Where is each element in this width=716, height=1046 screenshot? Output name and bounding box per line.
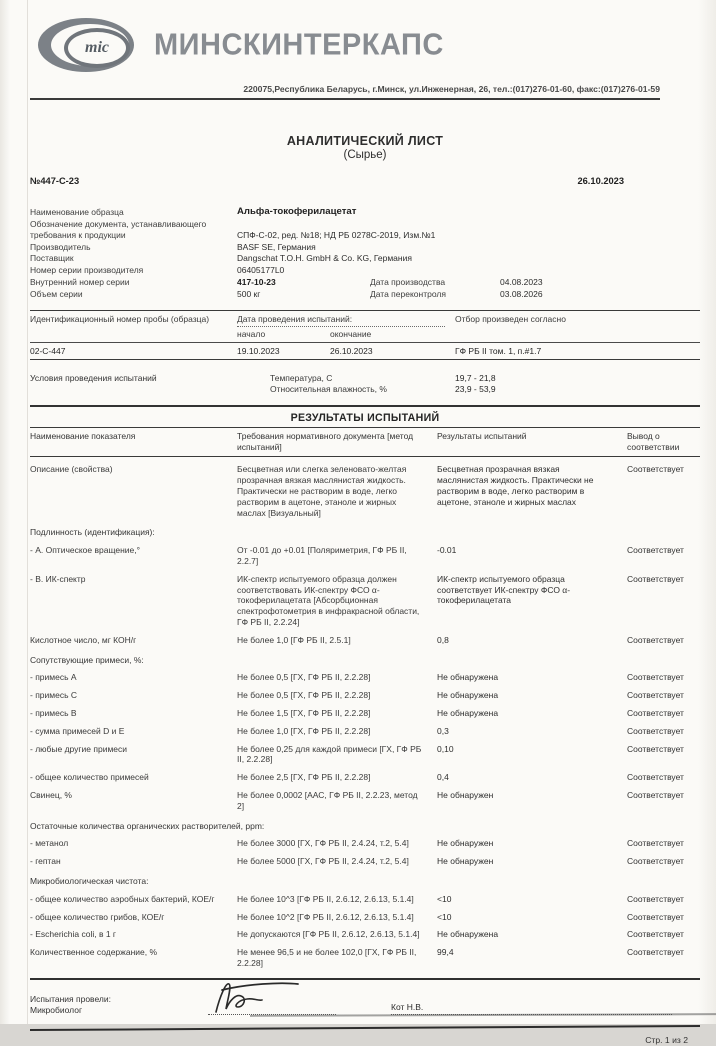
- result-row: [30, 772, 700, 783]
- result-requirement: Бесцветная или слегка зеленовато-желтая прозрачная вязкая маслянистая жидкость. Практически не растворим в воде, легко растворим в ацетоне, этаноле и жирных маслах [Визуальный]: [237, 464, 407, 518]
- page-number: Стр. 1 из 2: [645, 1035, 688, 1046]
- result-row: [30, 574, 700, 628]
- result-value: <10: [437, 893, 452, 904]
- result-requirement: Не более 5000 [ГХ, ГФ РБ II, 2.4.24, т.2, 5.4]: [237, 856, 409, 867]
- result-value: 0,10: [437, 743, 454, 754]
- signature-block: [30, 994, 700, 1016]
- examiner-name: Кот Н.В.: [391, 1002, 672, 1016]
- result-requirement: Не допускаются [ГФ РБ II, 2.6.12, 2.6.13, 5.1.4]: [237, 929, 420, 940]
- result-requirement: Не менее 96,5 и не более 102,0 [ГХ, ГФ РБ II, 2.2.28]: [237, 947, 417, 968]
- result-conclusion: Соответствует: [627, 707, 684, 718]
- condition-value: 23,9 - 53,9: [455, 384, 496, 395]
- footer-rule: [30, 1025, 700, 1031]
- id-start-label: начало: [237, 329, 266, 340]
- result-row: [30, 838, 700, 849]
- result-conclusion: Соответствует: [627, 947, 684, 958]
- result-value: Не обнаружен: [437, 838, 494, 849]
- result-value: -0.01: [437, 545, 457, 556]
- result-name: - метанол: [30, 838, 69, 849]
- results-table-header: [30, 427, 700, 458]
- result-value: <10: [437, 911, 452, 922]
- sample-info-row: [30, 253, 700, 264]
- sample-info-row: [30, 219, 700, 241]
- performed-by-label: Испытания провели:: [30, 993, 111, 1004]
- results-section-heading: Сопутствующие примеси, %:: [30, 654, 144, 665]
- conditions-label: Условия проведения испытаний: [30, 373, 157, 384]
- info-label: Производитель: [30, 241, 91, 252]
- logo-monogram: mic: [64, 28, 130, 68]
- results-end-rule: [30, 978, 700, 980]
- result-name: - примесь А: [30, 672, 77, 683]
- info-label: Наименование образца: [30, 207, 124, 218]
- company-name: МИНСКИНТЕРКАПС: [154, 27, 444, 62]
- address-rule: [30, 84, 660, 100]
- result-conclusion: Соответствует: [627, 893, 684, 904]
- result-name: Кислотное число, мг КОН/г: [30, 634, 137, 645]
- result-conclusion: Соответствует: [627, 911, 684, 922]
- sample-info-block: [30, 207, 700, 299]
- result-row: [30, 894, 700, 905]
- info-value: 04.08.2023: [500, 276, 543, 287]
- result-value: Не обнаружена: [437, 690, 499, 701]
- id-dates-header: Дата проведения испытаний:: [237, 314, 445, 328]
- results-section-heading: Остаточные количества органических растворителей, ppm:: [30, 820, 265, 831]
- info-label: Объем серии: [30, 288, 83, 299]
- sample-info-row: [30, 207, 700, 218]
- test-start-date: 19.10.2023: [237, 345, 280, 356]
- info-value: 06405177L0: [237, 265, 285, 276]
- results-col-name: Наименование показателя: [30, 430, 136, 441]
- result-requirement: Не более 1,5 [ГХ, ГФ РБ II, 2.2.28]: [237, 707, 371, 718]
- result-name: Свинец, %: [30, 789, 72, 800]
- result-value: Не обнаружен: [437, 856, 494, 867]
- result-name: - А. Оптическое вращение,°: [30, 545, 141, 556]
- id-col1-header: Идентификационный номер пробы (образца): [30, 313, 210, 324]
- info-value: СПФ-С-02, ред. №18; НД РБ 0278С-2019, Изм.№1: [237, 229, 436, 240]
- result-value: 0,8: [437, 634, 449, 645]
- result-requirement: Не более 1,0 [ГФ РБ II, 2.5.1]: [237, 634, 351, 645]
- result-row: [30, 856, 700, 867]
- result-row: [30, 672, 700, 683]
- results-section-heading: Подлинность (идентификация):: [30, 527, 155, 538]
- doc-number: №447-С-23: [30, 176, 80, 187]
- result-requirement: Не более 0,5 [ГХ, ГФ РБ II, 2.2.28]: [237, 672, 371, 683]
- sample-info-row: [30, 289, 700, 300]
- identification-table: [30, 310, 700, 361]
- test-end-date: 26.10.2023: [330, 345, 373, 356]
- result-requirement: Не более 0,0002 [ААС, ГФ РБ II, 2.2.23, метод 2]: [237, 789, 418, 811]
- result-value: 0,4: [437, 772, 449, 783]
- info-value: Dangschat T.O.H. GmbH & Co. KG, Германия: [237, 253, 412, 264]
- info-label: Обозначение документа, устанавливающего требования к продукции: [30, 218, 207, 240]
- info-label: Дата производства: [370, 276, 446, 287]
- mic-logo-icon: [38, 18, 134, 72]
- result-requirement: Не более 10^3 [ГФ РБ II, 2.6.12, 2.6.13, 5.1.4]: [237, 893, 414, 904]
- info-value: Альфа-токоферилацетат: [237, 206, 357, 218]
- sampling-reference: ГФ РБ II том. 1, п.#1.7: [455, 345, 542, 356]
- result-row: [30, 545, 700, 567]
- result-conclusion: Соответствует: [627, 725, 684, 736]
- result-name: - любые другие примеси: [30, 743, 128, 754]
- result-conclusion: Соответствует: [627, 929, 684, 940]
- result-name: Описание (свойства): [30, 464, 113, 475]
- result-value: Не обнаружена: [437, 707, 499, 718]
- condition-param: Относительная влажность, %: [270, 384, 387, 395]
- info-label: Внутренний номер серии: [30, 276, 130, 287]
- result-value: Бесцветная прозрачная вязкая маслянистая жидкость. Практически не растворим в воде, легко растворим в ацетоне, этаноле и жирных маслах: [437, 464, 594, 507]
- company-address: 220075,Республика Беларусь, г.Минск, ул.Инженерная, 26, тел.:(017)276-01-60, факс:(017)276-01-59: [243, 84, 660, 94]
- condition-value: 19,7 - 21,8: [455, 373, 496, 384]
- results-title: РЕЗУЛЬТАТЫ ИСПЫТАНИЙ: [290, 412, 440, 425]
- result-row: [30, 690, 700, 701]
- result-value: Не обнаружен: [437, 789, 494, 800]
- result-requirement: Не более 10^2 [ГФ РБ II, 2.6.12, 2.6.13, 5.1.4]: [237, 911, 414, 922]
- doc-title: АНАЛИТИЧЕСКИЙ ЛИСТ: [286, 133, 444, 148]
- sample-info-row: [30, 277, 700, 288]
- result-conclusion: Соответствует: [627, 464, 684, 475]
- results-section-heading: Микробиологическая чистота:: [30, 875, 149, 886]
- result-row: [30, 726, 700, 737]
- result-conclusion: Соответствует: [627, 690, 684, 701]
- result-requirement: Не более 0,5 [ГХ, ГФ РБ II, 2.2.28]: [237, 690, 371, 701]
- doc-subtitle: (Сырье): [343, 148, 387, 161]
- result-requirement: Не более 3000 [ГХ, ГФ РБ II, 2.4.24, т.2, 5.4]: [237, 838, 409, 849]
- result-conclusion: Соответствует: [627, 743, 684, 754]
- info-label: Поставщик: [30, 253, 74, 264]
- result-value: ИК-спектр испытуемого образца соответствует ИК-спектру ФСО α-токоферилацетата: [437, 573, 571, 606]
- result-value: 99,4: [437, 947, 454, 958]
- condition-param: Температура, С: [270, 373, 333, 384]
- result-value: Не обнаружена: [437, 929, 499, 940]
- letterhead: [38, 0, 700, 72]
- result-requirement: Не более 2,5 [ГХ, ГФ РБ II, 2.2.28]: [237, 772, 371, 783]
- result-row: [30, 464, 700, 518]
- info-label: Дата переконтроля: [370, 288, 446, 299]
- result-name: - общее количество грибов, КОЕ/г: [30, 911, 165, 922]
- result-row: [30, 744, 700, 766]
- result-row: [30, 708, 700, 719]
- info-value: 500 кг: [237, 288, 261, 299]
- result-row: [30, 947, 700, 969]
- result-requirement: ИК-спектр испытуемого образца должен соответствовать ИК-спектру ФСО α-токоферилацетата [Абсорбционная спектрофотометрия в инфракрасной области, ГФ РБ II, 2.2.24]: [237, 573, 420, 627]
- info-value: 03.08.2026: [500, 288, 543, 299]
- info-label: Номер серии производителя: [30, 265, 144, 276]
- sample-info-row: [30, 242, 700, 253]
- result-name: - общее количество примесей: [30, 772, 149, 783]
- result-name: - В. ИК-спектр: [30, 573, 86, 584]
- result-row: [30, 912, 700, 923]
- result-conclusion: Соответствует: [627, 772, 684, 783]
- result-requirement: Не более 1,0 [ГХ, ГФ РБ II, 2.2.28]: [237, 725, 371, 736]
- sample-id: 02-С-447: [30, 345, 66, 356]
- doc-date: 26.10.2023: [577, 176, 624, 187]
- result-name: Количественное содержание, %: [30, 947, 158, 958]
- test-conditions: [30, 373, 700, 407]
- results-col-result: Результаты испытаний: [437, 430, 527, 441]
- result-row: [30, 790, 700, 812]
- result-requirement: От -0.01 до +0.01 [Поляриметрия, ГФ РБ II, 2.2.7]: [237, 545, 407, 567]
- id-col3-header: Отбор произведен согласно: [455, 313, 566, 324]
- result-value: 0,3: [437, 725, 449, 736]
- result-conclusion: Соответствует: [627, 789, 684, 800]
- info-value: BASF SE, Германия: [237, 241, 316, 252]
- result-name: - сумма примесей D и Е: [30, 725, 125, 736]
- result-name: - примесь С: [30, 690, 78, 701]
- result-conclusion: Соответствует: [627, 838, 684, 849]
- result-conclusion: Соответствует: [627, 634, 684, 645]
- info-value: 417-10-23: [237, 276, 276, 287]
- result-requirement: Не более 0,25 для каждой примеси [ГХ, ГФ РБ II, 2.2.28]: [237, 743, 422, 765]
- results-col-conclusion: Вывод о соответствии: [627, 430, 680, 452]
- result-row: [30, 635, 700, 646]
- result-conclusion: Соответствует: [627, 545, 684, 556]
- result-value: Не обнаружена: [437, 672, 499, 683]
- signature-line: [208, 1000, 336, 1015]
- result-conclusion: Соответствует: [627, 672, 684, 683]
- result-name: - Escherichia coli, в 1 г: [30, 929, 117, 940]
- results-table-body: [30, 464, 700, 968]
- sample-info-row: [30, 265, 700, 276]
- result-conclusion: Соответствует: [627, 856, 684, 867]
- examiner-role: Микробиолог: [30, 1004, 83, 1015]
- result-name: - общее количество аэробных бактерий, КОЕ/г: [30, 893, 215, 904]
- result-conclusion: Соответствует: [627, 573, 684, 584]
- result-name: - гептан: [30, 856, 61, 867]
- result-row: [30, 929, 700, 940]
- results-col-requirement: Требования нормативного документа [метод испытаний]: [237, 430, 414, 452]
- id-end-label: окончание: [330, 329, 372, 340]
- signature-icon: [202, 976, 322, 1016]
- result-name: - примесь В: [30, 707, 77, 718]
